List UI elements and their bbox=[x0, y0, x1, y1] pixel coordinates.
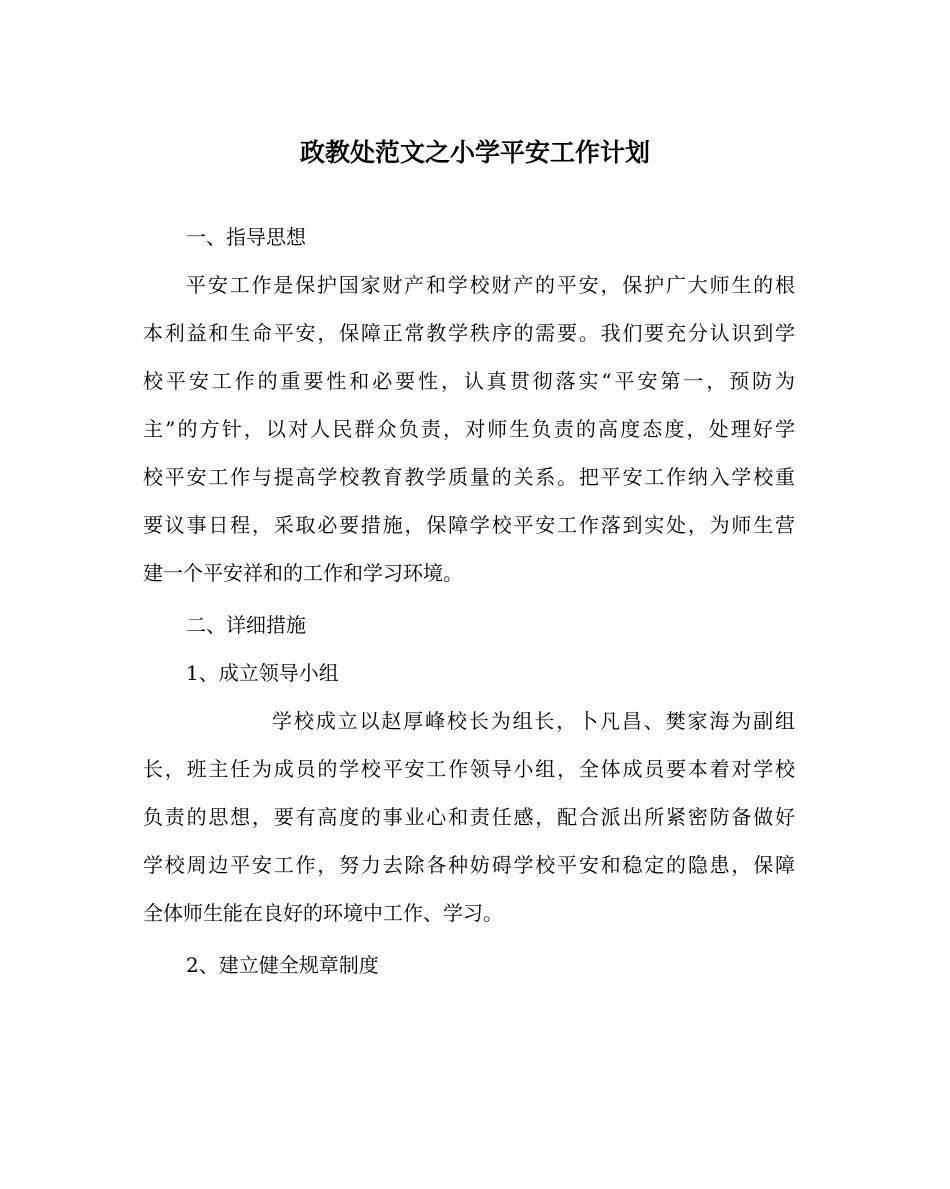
paragraph-line: 全体师生能在良好的环境中工作、学习。 bbox=[143, 901, 503, 925]
subsection-heading-rules-system: 2、建立健全规章制度 bbox=[186, 953, 379, 977]
paragraph-line: 平安工作是保护国家财产和学校财产的平安，保护广大师生的根 bbox=[186, 273, 795, 297]
paragraph-line: 学校周边平安工作，努力去除各种妨碍学校平安和稳定的隐患，保障 bbox=[143, 853, 795, 877]
section-heading-guiding-ideology: 一、指导思想 bbox=[186, 225, 306, 249]
paragraph-line: 要议事日程，采取必要措施，保障学校平安工作落到实处，为师生营 bbox=[143, 513, 795, 537]
paragraph-line: 主”的方针，以对人民群众负责，对师生负责的高度态度，处理好学 bbox=[143, 417, 795, 441]
subsection-heading-leadership-group: 1、成立领导小组 bbox=[186, 661, 339, 685]
paragraph-line: 校平安工作与提高学校教育教学质量的关系。把平安工作纳入学校重 bbox=[143, 465, 795, 489]
paragraph-line: 本利益和生命平安，保障正常教学秩序的需要。我们要充分认识到学 bbox=[143, 321, 795, 345]
document-title: 政教处范文之小学平安工作计划 bbox=[299, 138, 650, 167]
paragraph-line: 长，班主任为成员的学校平安工作领导小组，全体成员要本着对学校 bbox=[143, 757, 795, 781]
paragraph-line: 建一个平安祥和的工作和学习环境。 bbox=[143, 561, 463, 585]
section-heading-detailed-measures: 二、详细措施 bbox=[186, 613, 306, 637]
paragraph-line: 学校成立以赵厚峰校长为组长，卜凡昌、樊家海为副组 bbox=[272, 709, 795, 733]
paragraph-line: 校平安工作的重要性和必要性，认真贯彻落实“平安第一，预防为 bbox=[143, 369, 795, 393]
paragraph-line: 负责的思想，要有高度的事业心和责任感，配合派出所紧密防备做好 bbox=[143, 805, 795, 829]
